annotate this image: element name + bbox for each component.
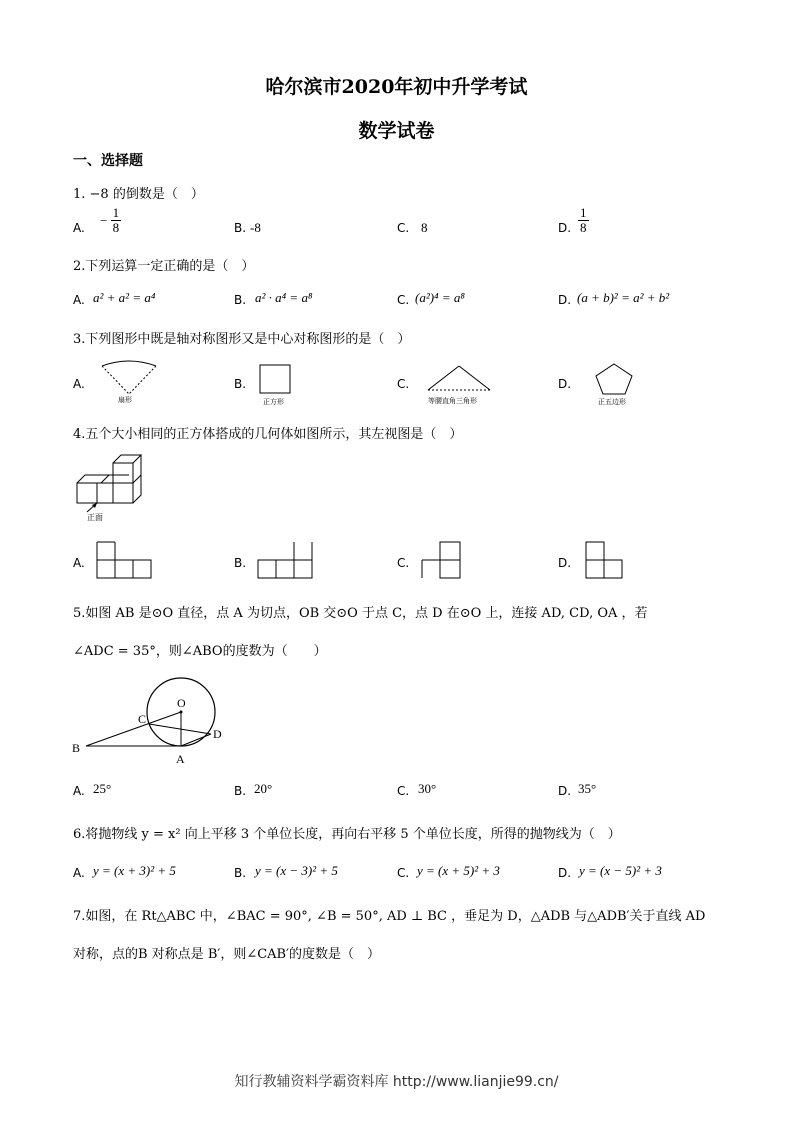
q1-a-label: A.: [73, 221, 85, 235]
q1-c-value: 8: [421, 220, 428, 235]
q5-stem-line1: 5.如图 AB 是⊙O 直径，点 A 为切点，OB 交⊙O 于点 C，点 D 在⊙O 上，连接 AD, CD, OA ，若: [73, 606, 648, 621]
q5-b-label: B.: [234, 784, 247, 798]
q3-c-caption: 等腰直角三角形: [428, 397, 477, 405]
q4-stem: 4.五个大小相同的正方体搭成的几何体如图所示，其左视图是（ ）: [73, 427, 463, 442]
q4-option-d-view: [584, 540, 628, 580]
q3-d-label: D.: [558, 377, 572, 391]
point-c-label: C: [138, 712, 147, 726]
q3-c-label: C.: [397, 377, 410, 391]
q5-a-label: A.: [73, 784, 85, 798]
point-d-label: D: [213, 727, 222, 741]
q1-stem: 1. −8 的倒数是（ ）: [73, 187, 204, 202]
regular-pentagon-figure: [593, 362, 635, 396]
q1-d-den: 8: [580, 220, 587, 236]
q2-d-label: D.: [558, 293, 572, 307]
footer-watermark: 知行教辅资料学霸资料库 http://www.lianjie99.cn/: [234, 1074, 559, 1090]
q3-a-caption: 扇形: [118, 396, 132, 404]
q1-b-label: B.: [234, 221, 247, 235]
q6-d-value: y = (x − 5)² + 3: [579, 863, 662, 878]
point-b-label: B: [72, 741, 81, 755]
q2-a-value: a² + a² = a⁴: [93, 290, 156, 305]
q4-a-label: A.: [73, 556, 85, 570]
q6-a-label: A.: [73, 866, 85, 880]
q2-stem: 2.下列运算一定正确的是（ ）: [73, 259, 255, 274]
q7-stem-line2: 对称，点的B 对称点是 B′，则∠CAB′的度数是（ ）: [73, 947, 381, 962]
q1-c-label: C.: [397, 221, 410, 235]
q4-option-c-view: [420, 540, 464, 580]
q6-b-label: B.: [234, 866, 247, 880]
q3-a-label: A.: [73, 377, 85, 391]
q5-a-value: 25°: [93, 781, 112, 796]
q4-option-a-view: [95, 540, 153, 580]
q5-d-value: 35°: [578, 781, 597, 796]
q6-c-label: C.: [397, 866, 410, 880]
q1-d-num: 1: [580, 205, 587, 220]
section-heading: 一、选择题: [73, 153, 143, 169]
q2-a-label: A.: [73, 293, 85, 307]
q1-d-label: D.: [558, 221, 572, 235]
q4-option-b-view: [256, 540, 316, 580]
q2-b-label: B.: [234, 293, 247, 307]
q3-b-caption: 正方形: [263, 398, 284, 406]
q5-d-label: D.: [558, 784, 572, 798]
q1-a-value: [100, 206, 121, 236]
q1-a-sign: −: [100, 212, 108, 228]
q1-a-den: 8: [112, 220, 120, 236]
circle-tangent-figure: [68, 670, 240, 770]
point-o-label: O: [177, 696, 186, 710]
q6-c-value: y = (x + 5)² + 3: [417, 863, 500, 878]
q5-c-label: C.: [397, 784, 410, 798]
q2-b-value: a² · a⁴ = a⁸: [255, 290, 313, 305]
q6-d-label: D.: [558, 866, 572, 880]
q3-stem: 3.下列图形中既是轴对称图形又是中心对称图形的是（ ）: [73, 332, 411, 347]
q6-b-value: y = (x − 3)² + 5: [255, 863, 338, 878]
q2-c-label: C.: [397, 293, 410, 307]
point-a-label: A: [176, 752, 185, 766]
q6-stem: 6.将抛物线 y = x² 向上平移 3 个单位长度，再向右平移 5 个单位长度，所得的抛物线为（ ）: [73, 827, 621, 842]
q6-a-value: y = (x + 3)² + 5: [93, 863, 176, 878]
q4-front-label: 正面: [87, 513, 103, 522]
q2-c-value: (a²)⁴ = a⁸: [415, 290, 465, 305]
exam-title: 哈尔滨市2020年初中升学考试: [265, 76, 528, 98]
q5-c-value: 30°: [418, 781, 437, 796]
q1-d-value: [578, 206, 589, 236]
q2-d-value: (a + b)² = a² + b²: [577, 290, 670, 305]
q1-b-value: -8: [250, 220, 261, 235]
q7-stem-line1: 7.如图，在 Rt△ABC 中，∠BAC = 90°, ∠B = 50°, AD ⊥ BC ，垂足为 D，△ADB 与△ADB′关于直线 AD: [73, 909, 706, 924]
exam-subtitle: 数学试卷: [358, 120, 435, 142]
isosceles-right-triangle-figure: [426, 362, 492, 394]
q4-b-label: B.: [234, 556, 247, 570]
q4-d-label: D.: [558, 556, 572, 570]
q5-stem-line2: ∠ADC = 35°，则∠ABO的度数为（ ）: [73, 644, 327, 659]
q5-b-value: 20°: [254, 781, 273, 796]
square-figure: [258, 363, 294, 395]
q1-a-num: 1: [112, 205, 120, 220]
q4-c-label: C.: [397, 556, 410, 570]
q3-d-caption: 正五边形: [598, 398, 626, 406]
q3-b-label: B.: [234, 377, 247, 391]
